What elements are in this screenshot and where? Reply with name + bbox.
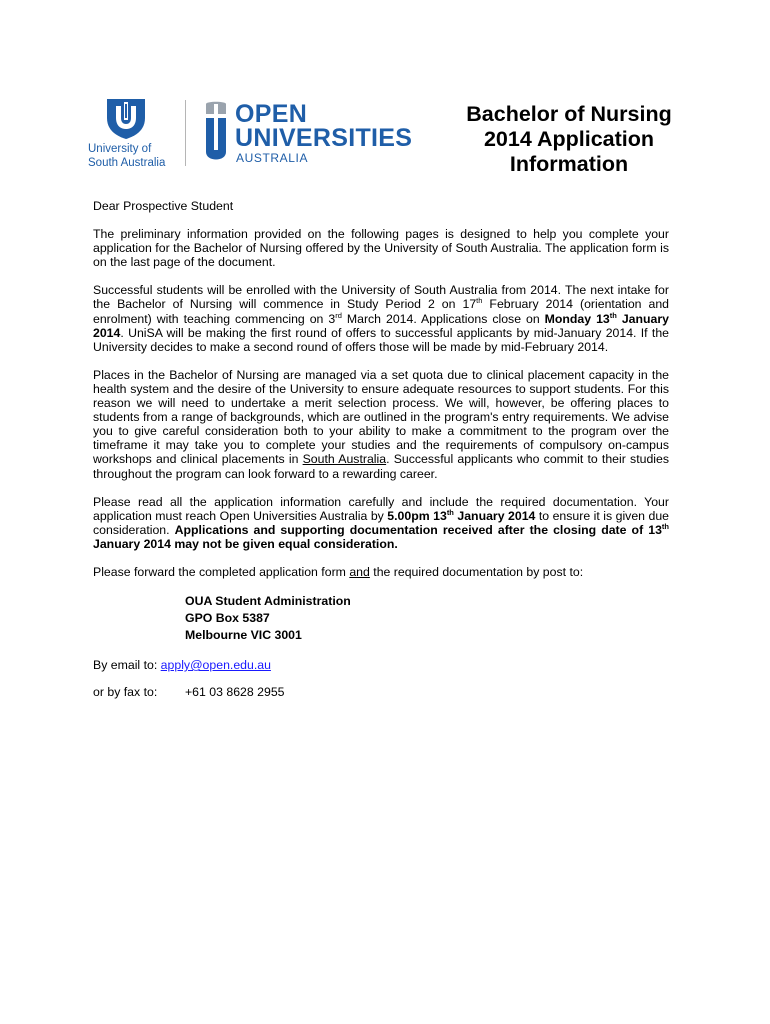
- logo-divider: [185, 100, 186, 166]
- title-line1: Bachelor of Nursing: [466, 102, 672, 126]
- p4-bold2: January 2014: [453, 508, 536, 523]
- title-line3: Information: [509, 152, 629, 176]
- paragraph-deadline: [93, 495, 669, 551]
- document-title: [452, 102, 686, 177]
- p4-sup1: th: [446, 507, 454, 517]
- unisa-line1: University of: [88, 143, 152, 155]
- email-label: By email to:: [93, 658, 161, 673]
- email-contact: [93, 658, 669, 672]
- p4-sup2: th: [661, 521, 670, 531]
- oua-line3: AUSTRALIA: [236, 151, 309, 165]
- address-line2: GPO Box 5387: [185, 611, 270, 626]
- p4-text-b: to ensure it is given due consideration.: [93, 508, 669, 537]
- address-line1: OUA Student Administration: [185, 594, 351, 609]
- p2-text-d: . UniSA will be making the first round of offers to successful applicants by mid-January 2014. If the University decides to make a second round of offers those will be made by mid-February 2014.: [93, 325, 669, 354]
- p2-bold1: Monday 13: [544, 311, 610, 326]
- p2-text-a: Successful students will be enrolled with the University of South Australia from 2014. The next intake for the Bachelor of Nursing will commence in Study Period 2 on 17: [93, 283, 669, 312]
- fax-label: or by fax to:: [93, 685, 158, 700]
- title-line2: 2014 Application: [483, 127, 655, 151]
- p2-bold2: January 2014: [93, 311, 669, 340]
- oua-logo: [203, 100, 413, 166]
- salutation: Dear Prospective Student: [93, 199, 234, 213]
- p5-underline: and: [349, 564, 370, 579]
- p2-sup2: rd: [335, 310, 342, 320]
- fax-number: +61 03 8628 2955: [185, 685, 285, 700]
- p4-bold4: January 2014 may not be given equal consideration.: [93, 536, 398, 551]
- oua-line2: UNIVERSITIES: [235, 124, 413, 152]
- p3-text-a: Places in the Bachelor of Nursing are managed via a set quota due to clinical placement capacity in the health system and the desire of the University to ensure adequate resources to support students. For this reason we will need to undertake a merit selection process. We will, however, be offering places to students from a range of backgrounds, which are outlined in the program's entry requirements. We advise you to give careful consideration both to your ability to make a commitment to the program over the timeframe it may take you to complete your studies and the requirements of compulsory on-campus workshops and clinical placements in: [93, 367, 669, 467]
- unisa-wordmark: [88, 143, 165, 170]
- p2-text-c: March 2014. Applications close on: [341, 311, 545, 326]
- p3-underline: South Australia: [302, 452, 387, 467]
- p2-sup3: th: [609, 310, 617, 320]
- paragraph-intake: [93, 283, 669, 353]
- paragraph-quota: [93, 368, 669, 481]
- fax-contact: [93, 685, 669, 699]
- unisa-line2: South Australia: [88, 156, 166, 169]
- postal-address: [185, 593, 669, 644]
- p4-bold1: 5.00pm 13: [387, 508, 447, 523]
- oua-line1: OPEN: [235, 100, 308, 128]
- p5-text-b: the required documentation by post to:: [369, 564, 584, 579]
- email-link[interactable]: apply@open.edu.au: [160, 658, 271, 673]
- p5-text-a: Please forward the completed application form: [93, 564, 350, 579]
- paragraph-intro: The preliminary information provided on the following pages is designed to help you complete your application for the Bachelor of Nursing offered by the University of South Australia. The application form is on the last page of the document.: [93, 227, 669, 270]
- p2-sup1: th: [476, 296, 483, 306]
- oua-mark-icon: [203, 100, 229, 166]
- unisa-logo: [88, 98, 178, 170]
- unisa-shield-icon: [106, 98, 146, 140]
- address-line3: Melbourne VIC 3001: [185, 628, 302, 643]
- p4-text-a: Please read all the application information carefully and include the required documentation. Your application must reach Open Universities Australia by: [93, 494, 669, 523]
- letter-body: [93, 199, 669, 712]
- p3-text-b: . Successful applicants who commit to their studies throughout the program can look forward to a rewarding career.: [93, 452, 670, 481]
- paragraph-forward: [93, 565, 669, 579]
- p4-bold3: Applications and supporting documentation received after the closing date of 13: [174, 522, 662, 537]
- p2-text-b: February 2014 (orientation and enrolment) with teaching commencing on 3: [93, 297, 670, 326]
